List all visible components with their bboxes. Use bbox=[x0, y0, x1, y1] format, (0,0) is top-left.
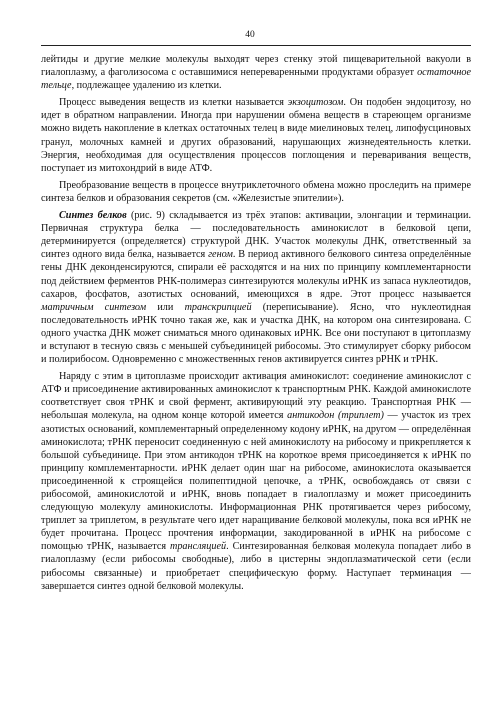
paragraph bbox=[41, 179, 471, 205]
text-run: . Синтезированная белковая молекула попадает либо в гиалоплазму (если рибосомы свободные), либо в цистерны эндоплазматической сети (если рибосомы связанные) и приобретает специфическую форму. Наступает терминация — завершается синтез одной белковой молекулы. bbox=[41, 541, 471, 592]
italic-term: остаточное тельце bbox=[41, 67, 471, 92]
text-run: Процесс выведения веществ из клетки называется bbox=[59, 97, 288, 109]
italic-term: геном bbox=[208, 249, 233, 261]
italic-term: антикодон (триплет) bbox=[287, 410, 384, 422]
text-run: (переписывание). Ясно, что нуклеотидная последовательность иРНК точно такая же, как и участка ДНК, на котором она синтезирована. С одного участка ДНК может сниматься много одинаковых иРНК. Все они поступают в цитоплазму и вступают в тесную связь с меньшей субъединицей рибосомы. Это стимулирует сборку рибосом и полирибосом. Одновременно с множественных генов активируется синтез рРНК и тРНК. bbox=[41, 301, 471, 366]
text-run: лейтиды и другие мелкие молекулы выходят через стенку этой пищеварительной вакуоли в гиалоплазму, а фаголизосома с оставшимися непереваренными продуктами образует bbox=[41, 54, 471, 79]
italic-term: матричным синтезом bbox=[41, 301, 147, 313]
text-run: . В период активного белкового синтеза определённые гены ДНК деконденсируются, спирали её расходятся и на них по принципу комплементарности под действием ферментов РНК-полимераз синтезируются молекулы иРНК из запаса нуклеотидов, сахаров, фосфатов, азотистых оснований, имеющихся в ядре. Этот процесс называется bbox=[41, 249, 471, 300]
header-rule bbox=[41, 45, 471, 46]
text-run: или bbox=[146, 301, 185, 313]
paragraph bbox=[41, 53, 471, 92]
paragraph bbox=[41, 96, 471, 175]
text-run: Преобразование веществ в процессе внутриклеточного обмена можно проследить на примере синтеза белков и образования секретов (см. «Железистые эпителии»). bbox=[41, 179, 471, 204]
italic-term: транскрипцией bbox=[184, 301, 252, 313]
italic-term: экзоцитозом bbox=[287, 97, 344, 109]
text-run: . Он подобен эндоцитозу, но идет в обратном направлении. Иногда при нарушении обмена веществ в стареющем организме можно видеть накопление в клетках остаточных телец в виде миелиновых телец, липофусциновых гранул, молочных камней и других образований, нарушающих жизнедеятельность клетки. Энергия, необходимая для осуществления процессов поглощения и переваривания веществ, поступает из митохондрий в виде АТФ. bbox=[41, 97, 471, 174]
section-heading: Синтез белков bbox=[59, 210, 127, 222]
page-number: 40 bbox=[245, 30, 255, 40]
text-run: — участок из трех азотистых оснований, комплементарный определенному кодону иРНК, на другом — определённая аминокислота; тРНК переносит соединенную с ней аминокислоту на рибосому и прикрепляется к большой субъединице. При этом антикодон тРНК на короткое время присоединяется к иРНК по принципу комплементарности. иРНК делает один шаг на рибосоме, аминокислота оказывается присоединенной к строящейся полипептидной цепочке, а тРНК, освобождаясь от связи с рибосомой, аминокислотой и иРНК, вновь попадает в гиалоплазму и может присоединить следующую молекулу аминокислоты. Информационная РНК протягивается через рибосому, триплет за триплетом, в результате чего идет наращивание белковой молекулы, пока вся иРНК не будет прочитана. Процесс прочтения информации, закодированной в иРНК на рибосоме с помощью тРНК, называется bbox=[41, 410, 471, 553]
text-run: , подлежащее удалению из клетки. bbox=[71, 80, 222, 92]
text-run: Наряду с этим в цитоплазме происходит активация аминокислот: соединение аминокислот с АТФ и присоединение активированных аминокислот к транспортным РНК. Каждой аминокислоте соответствует своя тРНК и свой фермент, активирующий эту реакцию. Транспортная РНК — небольшая молекула, на одном конце которой имеется bbox=[41, 371, 471, 422]
body-text bbox=[41, 53, 471, 597]
paragraph bbox=[41, 370, 471, 593]
paragraph bbox=[41, 209, 471, 366]
text-run: (рис. 9) складывается из трёх этапов: активации, элонгации и терминации. Первичная структура белка — последовательность аминокислот в белковой цепи, детерминируется (определяется) структурой ДНК. Участок молекулы ДНК, ответственный за синтез одного вида белка, называется bbox=[41, 210, 471, 261]
italic-term: трансляцией bbox=[169, 541, 227, 553]
